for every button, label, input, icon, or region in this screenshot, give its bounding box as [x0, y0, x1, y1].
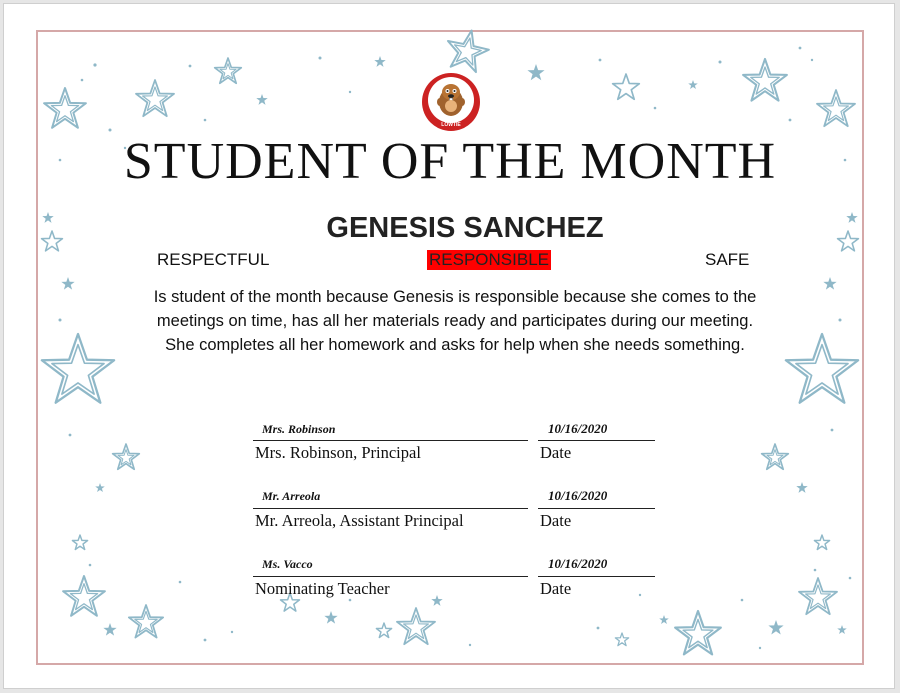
date-line — [538, 440, 655, 441]
date-line — [538, 576, 655, 577]
signature-line — [253, 440, 528, 441]
value-responsible-highlighted: RESPONSIBLE — [429, 250, 549, 269]
date-value-assistant-principal: 10/16/2020 — [548, 488, 608, 503]
date-value-teacher: 10/16/2020 — [548, 556, 608, 571]
value-respectful: RESPECTFUL — [157, 250, 270, 269]
signature-principal: Mrs. Robinson — [262, 422, 336, 436]
signature-line — [253, 508, 528, 509]
signer-title-teacher: Nominating Teacher — [255, 579, 390, 598]
date-value-principal: 10/16/2020 — [548, 421, 608, 436]
signature-assistant-principal: Mr. Arreola — [262, 489, 321, 503]
signature-teacher: Ms. Vacco — [262, 557, 313, 571]
logo-text: LOWTIE — [441, 122, 461, 128]
value-safe: SAFE — [705, 250, 750, 269]
date-line — [538, 508, 655, 509]
signature-line — [253, 576, 528, 577]
date-label: Date — [540, 443, 572, 462]
date-label: Date — [540, 511, 572, 530]
signer-title-principal: Mrs. Robinson, Principal — [255, 443, 421, 462]
reason-text: Is student of the month because Genesis is responsible because she comes to the meetings on time, has all her materials ready and participates during our meeting. She completes all her homework and asks for help when she needs something. — [153, 288, 757, 354]
certificate-title: STUDENT OF THE MONTH — [123, 133, 777, 190]
signer-title-assistant-principal: Mr. Arreola, Assistant Principal — [255, 511, 464, 530]
student-name: GENESIS SANCHEZ — [326, 212, 604, 244]
date-label: Date — [540, 579, 572, 598]
